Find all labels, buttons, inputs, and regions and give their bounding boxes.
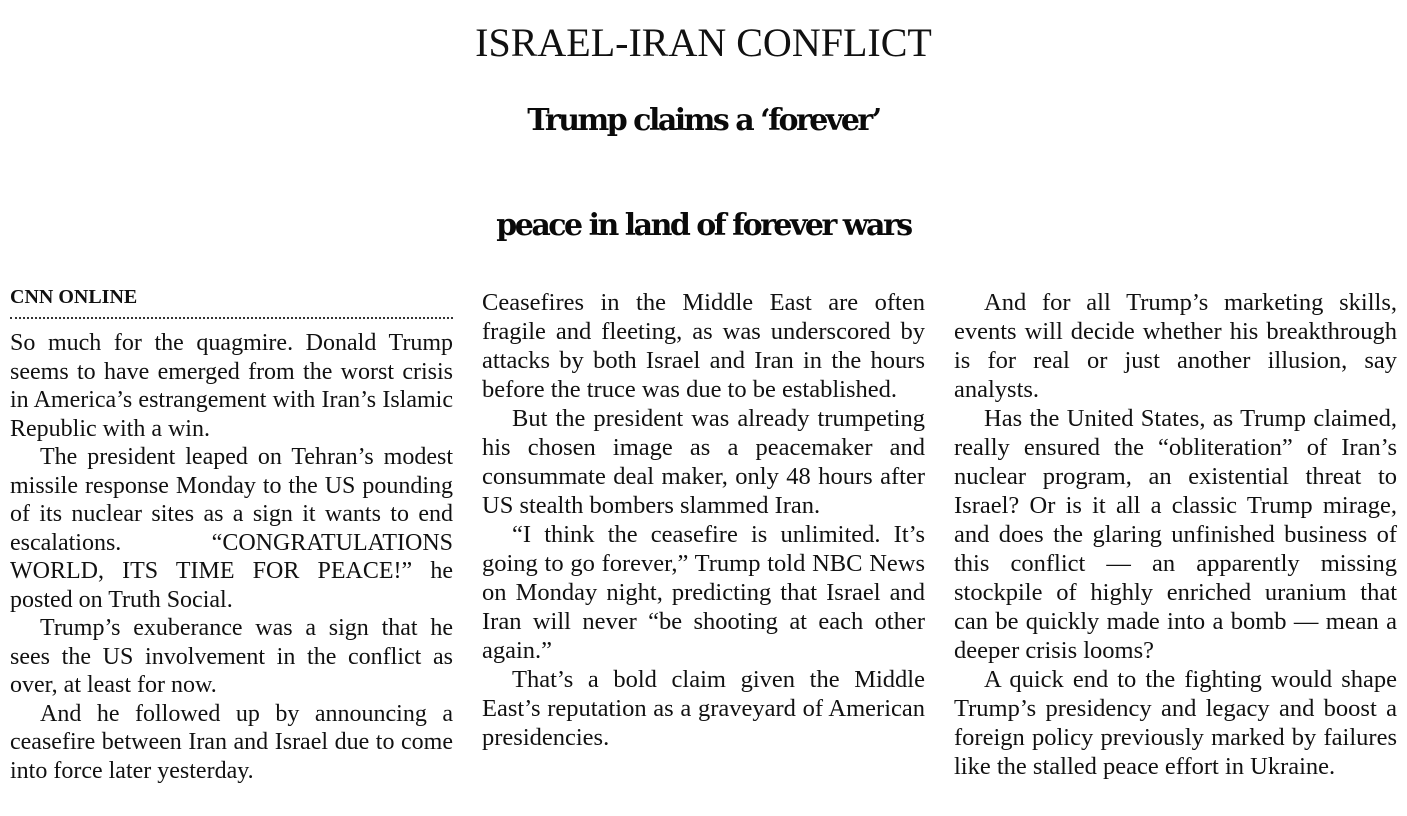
paragraph: And he followed up by announcing a ceasefire between Iran and Israel due to come into force later yesterday. xyxy=(10,700,453,784)
headline xyxy=(0,68,1407,278)
paragraph: The president leaped on Tehran’s modest missile response Monday to the US pounding of its nuclear sites as a sign it wants to end escalations. “CONGRATULATIONS WORLD, ITS TIME FOR PEACE!” he posted on Truth Social. xyxy=(10,444,453,613)
headline-line-1: Trump claims a ‘forever’ xyxy=(527,103,880,138)
paragraph: Ceasefires in the Middle East are often fragile and fleeting, as was underscored by attacks by both Israel and Iran in the hours before the truce was due to be established. xyxy=(482,289,925,403)
headline-line-2: peace in land of forever wars xyxy=(496,208,911,243)
paragraph: Trump’s exuberance was a sign that he sees the US involvement in the conflict as over, at least for now. xyxy=(10,615,453,698)
paragraph: Has the United States, as Trump claimed, really ensured the “obliteration” of Iran’s nuclear program, an existential threat to Israel? Or is it all a classic Trump mirage, and does the glaring unfinished business of this conflict — an apparently missing stockpile of highly enriched uranium that can be quickly made into a bomb — mean a deeper crisis looms? xyxy=(954,405,1397,664)
paragraph: So much for the quagmire. Donald Trump seems to have emerged from the worst crisis in America’s estrangement with Iran’s Islamic Republic with a win. xyxy=(10,330,453,442)
paragraph: A quick end to the fighting would shape Trump’s presidency and legacy and boost a foreign policy previously marked by failures like the stalled peace effort in Ukraine. xyxy=(954,666,1397,780)
paragraph: But the president was already trumpeting his chosen image as a peacemaker and consummate deal maker, only 48 hours after US stealth bombers slammed Iran. xyxy=(482,405,925,519)
article-column-3 xyxy=(954,288,1397,781)
article-column-1 xyxy=(10,285,453,785)
byline: CNN ONLINE xyxy=(10,285,453,319)
section-kicker: ISRAEL-IRAN CONFLICT xyxy=(475,20,932,65)
paragraph: That’s a bold claim given the Middle East’s reputation as a graveyard of American presidencies. xyxy=(482,666,925,751)
paragraph: “I think the ceasefire is unlimited. It’s going to go forever,” Trump told NBC News on Monday night, predicting that Israel and Iran will never “be shooting at each other again.” xyxy=(482,521,925,664)
article-column-2 xyxy=(482,288,925,752)
paragraph: And for all Trump’s marketing skills, events will decide whether his breakthrough is for real or just another illusion, say analysts. xyxy=(954,289,1397,403)
